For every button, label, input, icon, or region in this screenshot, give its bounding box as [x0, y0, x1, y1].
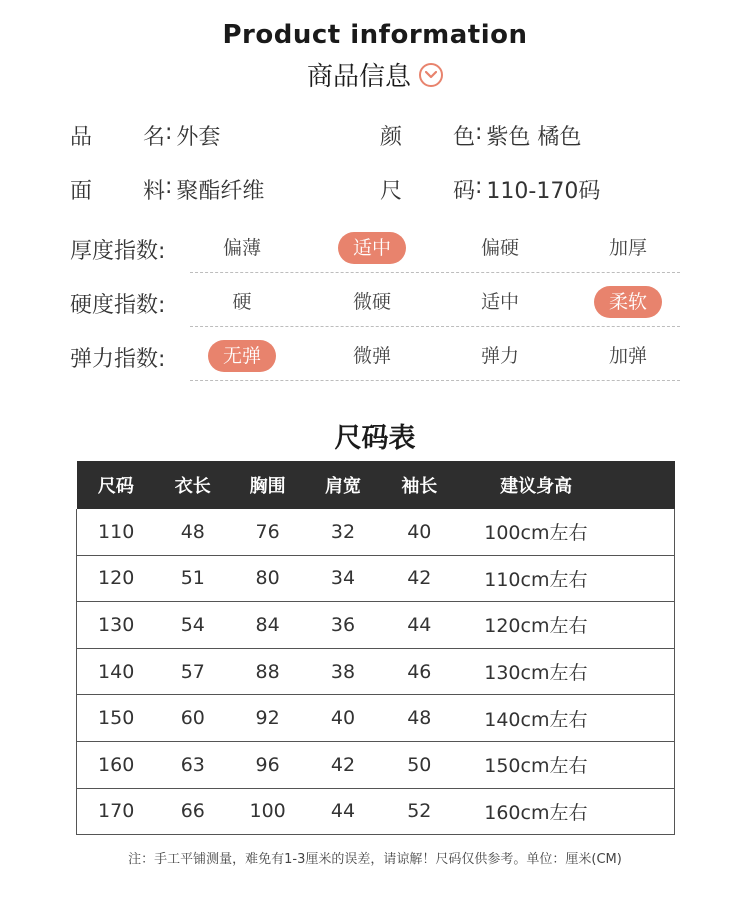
info-colon: :: [475, 120, 483, 145]
info-row-1: [70, 120, 690, 151]
table-cell: 42: [305, 741, 381, 788]
table-row: [77, 555, 675, 602]
metric-option: 偏薄: [222, 237, 261, 259]
metric-label: 厚度指数:: [70, 239, 166, 264]
info-value: 外套: [176, 125, 221, 150]
info-colon: :: [165, 174, 173, 199]
metric-label: 硬度指数:: [70, 293, 166, 318]
metric-option: 无弹: [208, 340, 276, 372]
table-cell: 46: [381, 648, 458, 695]
table-row: [77, 509, 675, 555]
table-cell: 34: [305, 555, 381, 602]
measurement-note: 注：手工平铺测量，难免有1-3厘米的误差，请谅解！尺码仅供参考。单位：厘米(CM): [128, 852, 622, 867]
metric-option: 柔软: [594, 286, 662, 318]
table-row: [77, 602, 675, 649]
info-label: 颜色: [380, 125, 475, 150]
size-table: [76, 461, 675, 835]
table-row: [77, 788, 675, 835]
metric-row-hardness: [70, 280, 680, 330]
metric-option: 偏硬: [480, 237, 519, 259]
table-cell: 130: [77, 602, 156, 649]
info-label: 面料: [70, 179, 165, 204]
table-cell: 140cm左右: [458, 695, 675, 742]
metric-option: 适中: [338, 232, 406, 264]
table-row: [77, 648, 675, 695]
metric-option: 硬: [232, 291, 252, 313]
info-size: [380, 174, 690, 205]
table-cell: 140: [77, 648, 156, 695]
info-colon: :: [475, 174, 483, 199]
info-label: 品名: [70, 125, 165, 150]
info-name: [70, 120, 380, 151]
table-header: 袖长: [381, 461, 458, 509]
table-cell: 150cm左右: [458, 741, 675, 788]
table-header: 胸围: [230, 461, 305, 509]
table-cell: 40: [381, 509, 458, 555]
table-cell: 110: [77, 509, 156, 555]
table-header: 尺码: [77, 461, 156, 509]
metric-option: 适中: [480, 291, 519, 313]
info-value: 110-170码: [486, 179, 601, 204]
table-cell: 40: [305, 695, 381, 742]
table-cell: 63: [155, 741, 230, 788]
table-cell: 110cm左右: [458, 555, 675, 602]
metric-option: 微硬: [352, 291, 391, 313]
table-cell: 92: [230, 695, 305, 742]
table-cell: 66: [155, 788, 230, 835]
table-cell: 44: [381, 602, 458, 649]
metric-row-elasticity: [70, 334, 680, 384]
table-cell: 88: [230, 648, 305, 695]
table-cell: 160: [77, 741, 156, 788]
info-color: [380, 120, 690, 151]
table-cell: 51: [155, 555, 230, 602]
table-header: 建议身高: [458, 461, 675, 509]
table-cell: 38: [305, 648, 381, 695]
metric-option: 弹力: [480, 345, 519, 367]
table-cell: 84: [230, 602, 305, 649]
table-cell: 80: [230, 555, 305, 602]
table-cell: 160cm左右: [458, 788, 675, 835]
metric-label: 弹力指数:: [70, 347, 166, 372]
table-cell: 52: [381, 788, 458, 835]
metric-options: [190, 280, 680, 327]
table-cell: 54: [155, 602, 230, 649]
size-chart-title: 尺码表: [334, 423, 416, 454]
table-cell: 36: [305, 602, 381, 649]
title-english: Product information: [222, 20, 528, 50]
info-colon: :: [165, 120, 173, 145]
info-value: 聚酯纤维: [176, 179, 265, 204]
metric-option: 微弹: [352, 345, 391, 367]
chevron-down-icon: [419, 63, 443, 87]
metric-option: 加弹: [608, 345, 647, 367]
table-cell: 44: [305, 788, 381, 835]
table-cell: 50: [381, 741, 458, 788]
table-cell: 48: [155, 509, 230, 555]
table-header: 衣长: [155, 461, 230, 509]
title-chinese: 商品信息: [306, 62, 411, 92]
table-cell: 170: [77, 788, 156, 835]
table-cell: 96: [230, 741, 305, 788]
info-fabric: [70, 174, 380, 205]
table-cell: 120cm左右: [458, 602, 675, 649]
table-header: 肩宽: [305, 461, 381, 509]
table-cell: 42: [381, 555, 458, 602]
table-cell: 32: [305, 509, 381, 555]
metric-options: [190, 226, 680, 273]
table-cell: 48: [381, 695, 458, 742]
table-header-row: [77, 461, 675, 509]
table-cell: 60: [155, 695, 230, 742]
table-cell: 57: [155, 648, 230, 695]
metric-options: [190, 334, 680, 381]
title-chinese-wrap: [0, 56, 750, 93]
table-cell: 100: [230, 788, 305, 835]
table-cell: 130cm左右: [458, 648, 675, 695]
table-cell: 100cm左右: [458, 509, 675, 555]
table-cell: 76: [230, 509, 305, 555]
info-value: 紫色 橘色: [486, 125, 582, 150]
table-row: [77, 741, 675, 788]
info-row-2: [70, 174, 690, 205]
table-cell: 120: [77, 555, 156, 602]
table-row: [77, 695, 675, 742]
info-label: 尺码: [380, 179, 475, 204]
table-cell: 150: [77, 695, 156, 742]
metric-row-thickness: [70, 226, 680, 276]
metric-option: 加厚: [608, 237, 647, 259]
